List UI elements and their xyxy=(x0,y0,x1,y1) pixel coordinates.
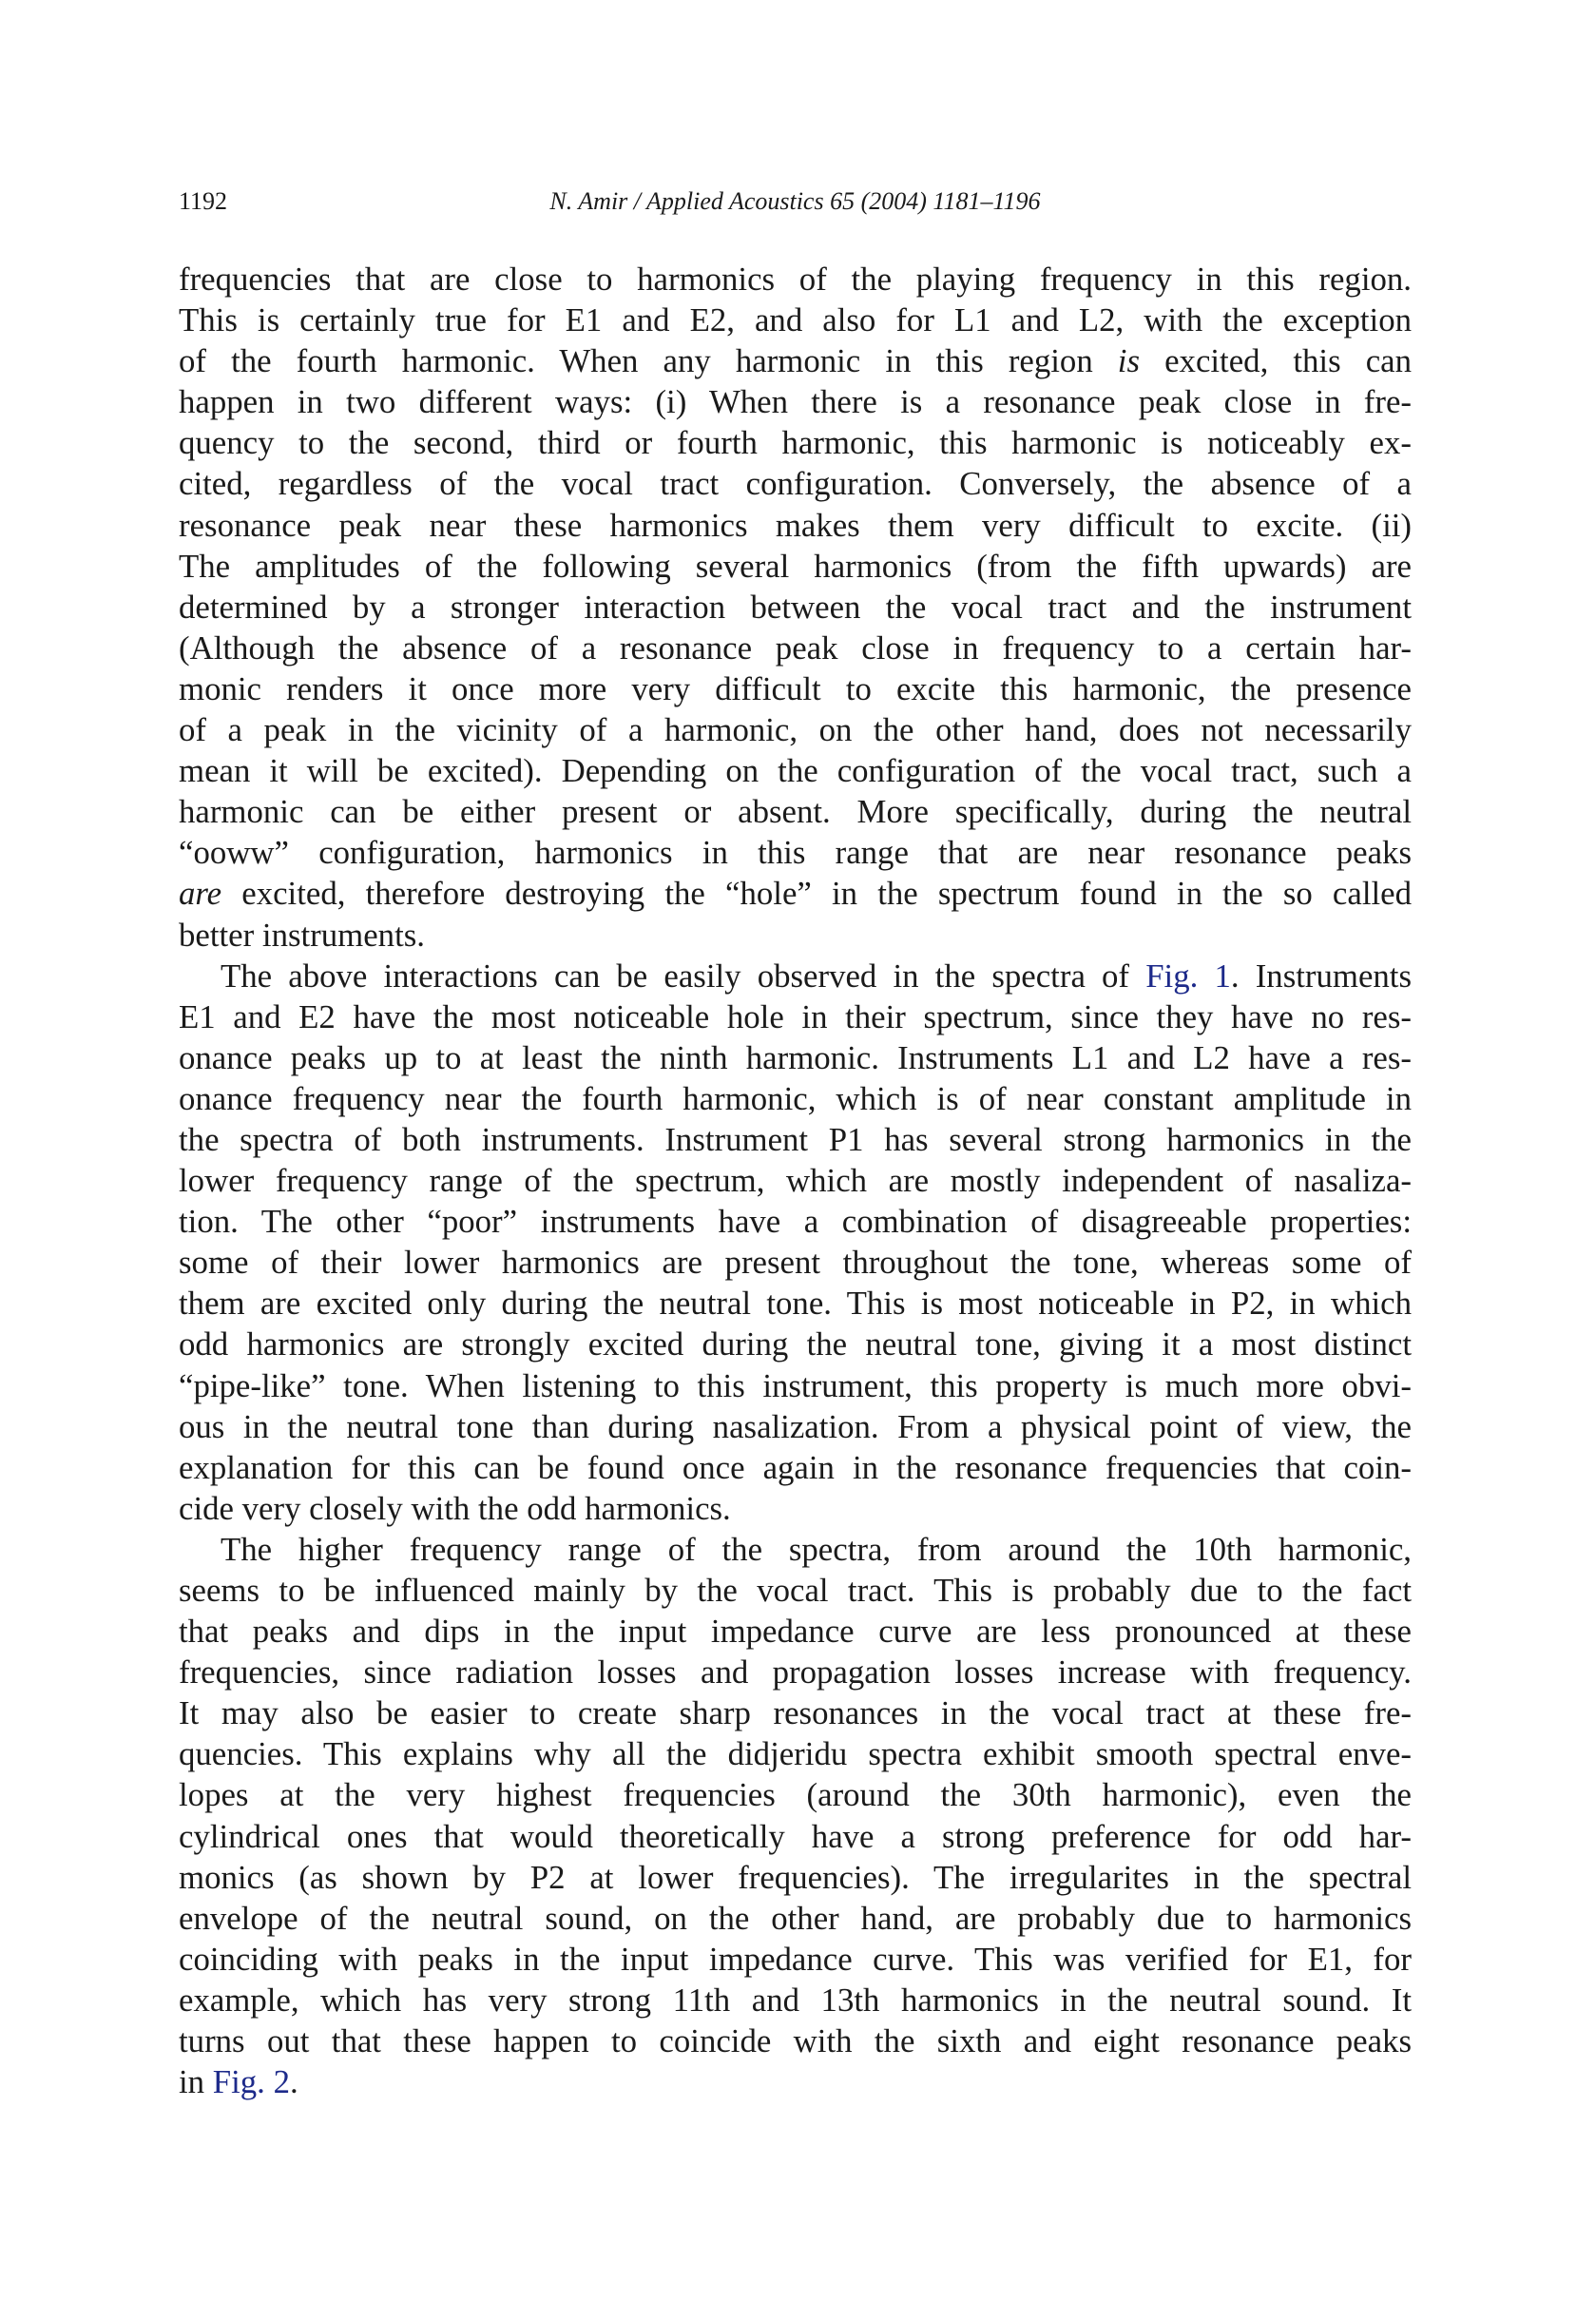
text-line xyxy=(179,791,1412,832)
text-line xyxy=(179,1898,1412,1939)
text-line xyxy=(179,709,1412,750)
paragraph xyxy=(179,956,1412,1529)
text-run: lower frequency range of the spectrum, which are mostly independent of nasaliza- xyxy=(179,1162,1412,1200)
text-line xyxy=(179,546,1412,587)
text-run: quency to the second, third or fourth harmonic, this harmonic is noticeably ex- xyxy=(179,424,1412,462)
paragraph xyxy=(179,1529,1412,2102)
text-run: onance frequency near the fourth harmonic, which is of near constant amplitude in xyxy=(179,1079,1412,1117)
text-line xyxy=(179,381,1412,422)
text-line xyxy=(179,996,1412,1037)
text-run: harmonic can be either present or absent. More specifically, during the neutral xyxy=(179,793,1412,831)
text-line xyxy=(179,1447,1412,1488)
text-run: excited, this can xyxy=(1140,342,1412,380)
emphasis: are xyxy=(179,875,222,913)
text-line xyxy=(179,1529,1412,1570)
text-run: mean it will be excited). Depending on the configuration of the vocal tract, such a xyxy=(179,752,1412,790)
text-run: happen in two different ways: (i) When there is a resonance peak close in fre- xyxy=(179,383,1412,421)
text-run: determined by a stronger interaction between the vocal tract and the instrument xyxy=(179,588,1412,626)
text-line xyxy=(179,915,1412,956)
figure-reference-link[interactable]: Fig. 1 xyxy=(1145,957,1231,995)
text-line xyxy=(179,2020,1412,2061)
text-run: frequencies that are close to harmonics of the playing frequency in this region. xyxy=(179,261,1412,298)
text-run: example, which has very strong 11th and 13th harmonics in the neutral sound. It xyxy=(179,1981,1412,2019)
text-run: It may also be easier to create sharp resonances in the vocal tract at these fre- xyxy=(179,1694,1412,1732)
text-run: in xyxy=(179,2063,213,2101)
text-line xyxy=(179,873,1412,914)
text-line xyxy=(179,1570,1412,1611)
text-run: quencies. This explains why all the didjeridu spectra exhibit smooth spectral enve- xyxy=(179,1735,1412,1773)
text-line xyxy=(179,2061,1412,2102)
text-line xyxy=(179,422,1412,463)
text-line xyxy=(179,956,1412,996)
text-line xyxy=(179,1078,1412,1119)
text-line xyxy=(179,340,1412,381)
figure-reference-link[interactable]: Fig. 2 xyxy=(212,2063,290,2101)
text-run: monic renders it once more very difficult to excite this harmonic, the presence xyxy=(179,669,1412,707)
text-line xyxy=(179,1980,1412,2020)
text-run: of the fourth harmonic. When any harmonic in this region xyxy=(179,342,1118,380)
article-body xyxy=(179,259,1412,2102)
text-run: onance peaks up to at least the ninth harmonic. Instruments L1 and L2 have a res- xyxy=(179,1038,1412,1076)
text-line xyxy=(179,1611,1412,1652)
text-run: . Instruments xyxy=(1230,957,1413,995)
text-line xyxy=(179,1242,1412,1283)
text-line xyxy=(179,505,1412,546)
text-run: ous in the neutral tone than during nasalization. From a physical point of view, the xyxy=(179,1407,1412,1445)
text-run: “ooww” configuration, harmonics in this range that are near resonance peaks xyxy=(179,834,1412,872)
text-run: some of their lower harmonics are present throughout the tone, whereas some of xyxy=(179,1244,1412,1282)
text-run: E1 and E2 have the most noticeable hole in their spectrum, since they have no res- xyxy=(179,997,1412,1035)
running-head: N. Amir / Applied Acoustics 65 (2004) 1181–1196 xyxy=(549,187,1041,215)
text-line xyxy=(179,1406,1412,1447)
text-run: cylindrical ones that would theoretically have a strong preference for odd har- xyxy=(179,1817,1412,1855)
text-line xyxy=(179,750,1412,791)
text-run: The above interactions can be easily observed in the spectra of xyxy=(221,957,1146,995)
text-run: odd harmonics are strongly excited during the neutral tone, giving it a most distinct xyxy=(179,1325,1412,1363)
text-run: cited, regardless of the vocal tract configuration. Conversely, the absence of a xyxy=(179,465,1412,503)
text-run: explanation for this can be found once again in the resonance frequencies that coin- xyxy=(179,1448,1412,1486)
text-line xyxy=(179,587,1412,628)
text-run: that peaks and dips in the input impedance curve are less pronounced at these xyxy=(179,1613,1412,1651)
text-line xyxy=(179,832,1412,873)
text-run: resonance peak near these harmonics makes them very difficult to excite. (ii) xyxy=(179,506,1412,544)
text-line xyxy=(179,1733,1412,1774)
text-line xyxy=(179,1939,1412,1980)
text-line xyxy=(179,1324,1412,1364)
text-run: frequencies, since radiation losses and propagation losses increase with frequency. xyxy=(179,1653,1412,1692)
text-line xyxy=(179,1692,1412,1733)
text-line xyxy=(179,463,1412,504)
text-line xyxy=(179,1037,1412,1078)
text-line xyxy=(179,1365,1412,1406)
text-run: This is certainly true for E1 and E2, and also for L1 and L2, with the exception xyxy=(179,301,1412,339)
paragraph xyxy=(179,259,1412,956)
text-line xyxy=(179,1774,1412,1815)
text-run: excited, therefore destroying the “hole” in the spectrum found in the so called xyxy=(221,875,1412,913)
text-line xyxy=(179,628,1412,668)
text-line xyxy=(179,1119,1412,1160)
text-run: coinciding with peaks in the input impedance curve. This was verified for E1, for xyxy=(179,1940,1412,1978)
text-line xyxy=(179,1652,1412,1692)
text-run: (Although the absence of a resonance peak close in frequency to a certain har- xyxy=(179,628,1412,667)
text-line xyxy=(179,1488,1412,1529)
text-line xyxy=(179,1283,1412,1324)
text-run: The higher frequency range of the spectra, from around the 10th harmonic, xyxy=(221,1530,1412,1568)
text-run: turns out that these happen to coincide with the sixth and eight resonance peaks xyxy=(179,2022,1412,2060)
text-run: tion. The other “poor” instruments have a combination of disagreeable properties: xyxy=(179,1203,1412,1241)
text-run: better instruments. xyxy=(179,916,425,954)
text-line xyxy=(179,1857,1412,1898)
text-run: lopes at the very highest frequencies (around the 30th harmonic), even the xyxy=(179,1776,1412,1814)
page-number: 1192 xyxy=(179,187,228,215)
text-line xyxy=(179,668,1412,709)
text-run: envelope of the neutral sound, on the other hand, are probably due to harmonics xyxy=(179,1899,1412,1937)
text-run: seems to be influenced mainly by the vocal tract. This is probably due to the fact xyxy=(179,1572,1412,1609)
page-header xyxy=(179,183,1412,221)
text-run: of a peak in the vicinity of a harmonic, on the other hand, does not necessarily xyxy=(179,711,1412,749)
text-run: “pipe-like” tone. When listening to this instrument, this property is much more obvi- xyxy=(179,1366,1412,1404)
text-run: them are excited only during the neutral tone. This is most noticeable in P2, in which xyxy=(179,1285,1412,1323)
text-run: The amplitudes of the following several harmonics (from the fifth upwards) are xyxy=(179,547,1412,585)
text-line xyxy=(179,300,1412,340)
text-line xyxy=(179,1816,1412,1857)
text-run: monics (as shown by P2 at lower frequencies). The irregularites in the spectral xyxy=(179,1858,1412,1896)
text-run: cide very closely with the odd harmonics. xyxy=(179,1489,731,1527)
text-line xyxy=(179,1160,1412,1201)
emphasis: is xyxy=(1117,342,1141,380)
text-line xyxy=(179,1201,1412,1242)
text-run: . xyxy=(289,2063,298,2101)
text-line xyxy=(179,259,1412,300)
text-run: the spectra of both instruments. Instrument P1 has several strong harmonics in the xyxy=(179,1120,1412,1158)
